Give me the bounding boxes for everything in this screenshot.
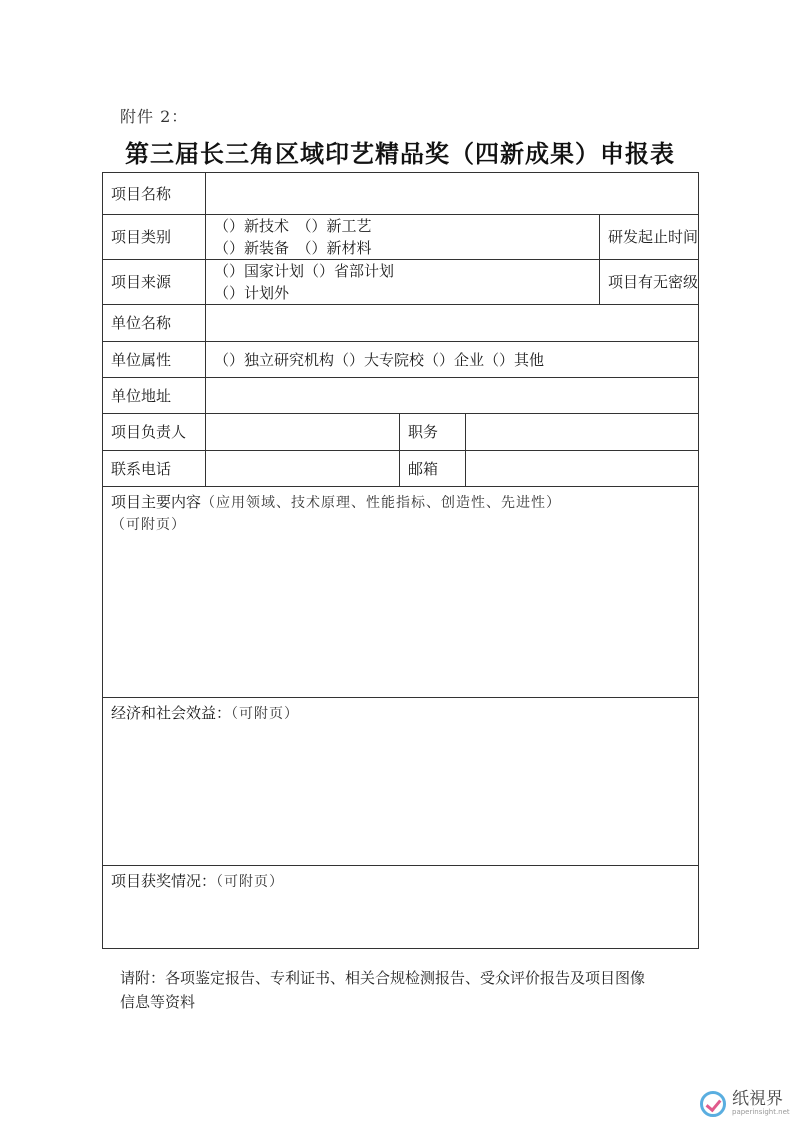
leader-field[interactable] bbox=[206, 414, 400, 451]
row-award bbox=[103, 866, 699, 949]
footnote-line2: 信息等资料 bbox=[120, 993, 196, 1011]
row-org-type bbox=[103, 342, 699, 378]
org-name-field[interactable] bbox=[206, 305, 699, 342]
project-type-options-line2: （）新装备 （）新材料 bbox=[214, 239, 372, 257]
row-leader bbox=[103, 414, 699, 451]
form-title: 第三届长三角区域印艺精品奖（四新成果）申报表 bbox=[125, 139, 675, 168]
row-project-type bbox=[103, 215, 699, 260]
footnote-line1: 请附：各项鉴定报告、专利证书、相关合规检测报告、受众评价报告及项目图像 bbox=[120, 969, 646, 987]
rd-period-label: 研发起止时间 bbox=[600, 215, 699, 260]
leader-label: 项目负责人 bbox=[103, 414, 206, 451]
email-label: 邮箱 bbox=[400, 451, 466, 487]
row-project-name bbox=[103, 173, 699, 215]
phone-label: 联系电话 bbox=[103, 451, 206, 487]
phone-field[interactable] bbox=[206, 451, 400, 487]
org-type-label: 单位属性 bbox=[103, 342, 206, 378]
content-label: 项目主要内容 bbox=[111, 493, 202, 511]
watermark-logo bbox=[700, 1090, 790, 1117]
watermark-name-cn: 纸視界 bbox=[732, 1089, 783, 1109]
org-address-label: 单位地址 bbox=[103, 378, 206, 414]
position-field[interactable] bbox=[466, 414, 699, 451]
paperinsight-logo-icon bbox=[700, 1091, 726, 1117]
row-content bbox=[103, 487, 699, 698]
project-name-label: 项目名称 bbox=[103, 173, 206, 215]
project-name-field[interactable] bbox=[206, 173, 699, 215]
attachment-label: 附件 2： bbox=[120, 107, 189, 126]
award-label: 项目获奖情况： bbox=[111, 872, 217, 890]
project-source-label: 项目来源 bbox=[103, 260, 206, 305]
content-note: （应用领域、技术原理、性能指标、创造性、先进性） bbox=[201, 495, 562, 511]
project-type-options[interactable] bbox=[206, 215, 600, 260]
award-section[interactable] bbox=[103, 866, 699, 949]
award-attach-note: （可附页） bbox=[216, 874, 285, 890]
row-org-name bbox=[103, 305, 699, 342]
org-name-label: 单位名称 bbox=[103, 305, 206, 342]
row-contact bbox=[103, 451, 699, 487]
email-field[interactable] bbox=[466, 451, 699, 487]
project-source-options[interactable] bbox=[206, 260, 600, 305]
project-source-options-line2: （）计划外 bbox=[214, 284, 290, 302]
project-type-label: 项目类别 bbox=[103, 215, 206, 260]
watermark-name-en: paperinsight.net bbox=[732, 1108, 790, 1116]
project-source-options-line1: （）国家计划（）省部计划 bbox=[214, 262, 395, 280]
benefit-section[interactable] bbox=[103, 698, 699, 866]
attachment-footnote bbox=[120, 966, 700, 1014]
row-org-address bbox=[103, 378, 699, 414]
position-label: 职务 bbox=[400, 414, 466, 451]
content-section[interactable] bbox=[103, 487, 699, 698]
org-address-field[interactable] bbox=[206, 378, 699, 414]
classified-label: 项目有无密级 bbox=[600, 260, 699, 305]
content-attach-note: （可附页） bbox=[111, 517, 186, 533]
row-benefit bbox=[103, 698, 699, 866]
org-type-options[interactable]: （）独立研究机构（）大专院校（）企业（）其他 bbox=[206, 342, 699, 378]
application-form bbox=[102, 172, 699, 949]
benefit-label: 经济和社会效益： bbox=[111, 704, 232, 722]
benefit-attach-note: （可附页） bbox=[231, 706, 300, 722]
row-project-source bbox=[103, 260, 699, 305]
project-type-options-line1: （）新技术 （）新工艺 bbox=[214, 217, 372, 235]
